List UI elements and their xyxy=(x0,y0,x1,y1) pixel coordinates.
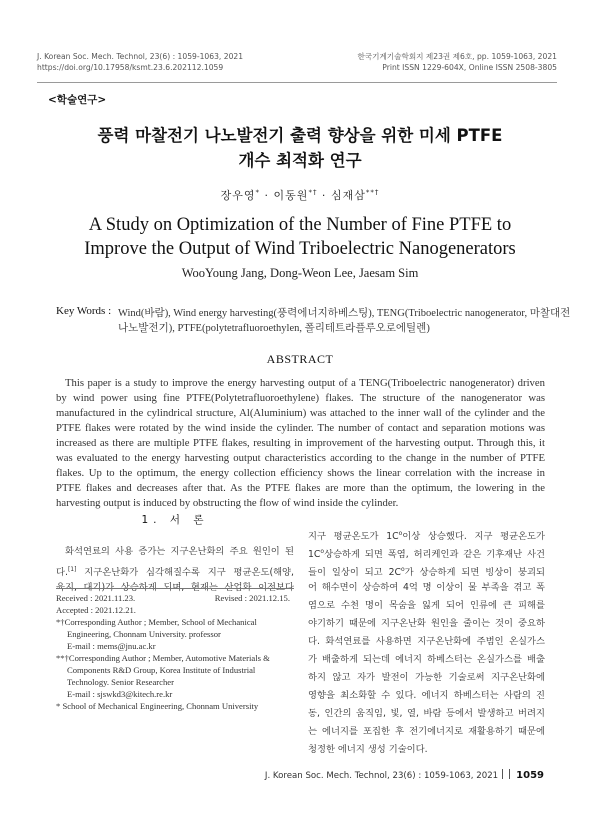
footnote-received xyxy=(56,593,294,604)
author-2: 이동원 xyxy=(273,189,309,202)
author-1: 장우영 xyxy=(220,189,256,202)
revised-date: Revised : 2021.12.15. xyxy=(214,593,290,603)
body-text-line: 화석연료의 사용 증가는 지구온난화의 주요 원인이 된 xyxy=(65,546,294,557)
section-tag: <학술연구> xyxy=(48,94,107,106)
abstract-line: increased as there are multiple PTFE flakes, resulting in improvement of the harvesting output. Through this, it xyxy=(56,437,545,449)
footer-divider xyxy=(502,769,503,779)
title-english-line-2: Improve the Output of Wind Triboelectric Nanogenerators xyxy=(84,239,516,259)
abstract-line: PTFE flakes and decreases after that. As the PTFE flakes are more than the optimum, the lowering in the xyxy=(56,482,545,494)
footer-citation: J. Korean Soc. Mech. Technol, 23(6) : 1059-1063, 2021 xyxy=(264,771,499,781)
author-separator: · xyxy=(260,189,274,202)
keywords-line: Wind(바람), Wind energy harvesting(풍력에너지하베스팅), TENG(Triboelectric nanogenerator, 마찰대전 xyxy=(118,308,571,319)
author-1-mark: * xyxy=(255,188,261,197)
footnote-rule xyxy=(56,588,294,589)
abstract-line: This paper is a study to improve the energy harvesting output of a TENG(Triboelectric nanogenerator) driven xyxy=(65,377,545,389)
authors-korean xyxy=(0,187,600,203)
footnote-line: **†Corresponding Author ; Member, Automotive Materials & xyxy=(56,653,270,663)
author-separator: · xyxy=(317,189,331,202)
author-2-mark: *† xyxy=(308,188,318,197)
journal-citation-korean: 한국기계기술학회지 제23권 제6호, pp. 1059-1063, 2021 xyxy=(357,52,557,61)
body-text-line: 동, 인간의 움직임, 빛, 열, 바람 등에서 발생하고 버려지 xyxy=(308,708,545,719)
degree-mark: o xyxy=(320,548,325,555)
doi-link[interactable]: https://doi.org/10.17958/ksmt.23.6.202112.1059 xyxy=(37,63,224,72)
body-text-line: 가 배출하게 되는데 에너지 하베스터는 온실가스를 배출 xyxy=(308,654,545,665)
body-text: 가 상승하게 되면 빙상이 붕괴되 xyxy=(404,567,546,579)
body-text-line: 육지, 대기)가 상승하게 되며, 현재는 산업화 이전보다 xyxy=(56,582,294,593)
body-text-line: 어 해수면이 상승하여 4억 명 이상이 물 부족을 겪고 폭 xyxy=(308,582,545,593)
body-text: 1C xyxy=(308,549,321,561)
issn-line: Print ISSN 1229-604X, Online ISSN 2508-3805 xyxy=(382,63,557,72)
abstract-line: was evaluated to the energy harvesting output characteristics according to the change in the number of PTFE xyxy=(56,452,545,464)
journal-citation-header: J. Korean Soc. Mech. Technol, 23(6) : 1059-1063, 2021 xyxy=(37,52,244,61)
abstract-line: harvesting output is induced by obstructing the flow of wind inside the cylinder. xyxy=(56,497,399,509)
body-text: 상승하게 되면 폭염, 허리케인과 같은 기후재난 사건 xyxy=(324,549,545,561)
footnote-email[interactable]: E-mail : sjswkd3@kitech.re.kr xyxy=(67,689,173,699)
body-text-line: 야기하기 때문에 지구온난화 원인을 줄이는 것이 중요하 xyxy=(308,618,545,629)
abstract-line: by wind power using fine PTFE(Polytetrafluoroethylene) flakes. The structure of the nanogenerator was xyxy=(56,392,545,404)
keywords-label: Key Words : xyxy=(56,305,112,317)
footnote-line: Engineering, Chonnam University. professor xyxy=(67,629,221,639)
footnote-line: Components R&D Group, Korea Institute of Industrial xyxy=(67,665,256,675)
page-footer xyxy=(265,769,544,781)
body-text-line: 영향을 최소화할 수 있다. 에너지 하베스터는 사람의 진 xyxy=(308,690,545,701)
footnote-email[interactable]: E-mail : mems@jnu.ac.kr xyxy=(67,641,156,651)
title-english-line-1: A Study on Optimization of the Number of Fine PTFE to xyxy=(88,215,512,235)
abstract-line: flakes. Up to the optimum, the energy collection efficiency shows the linear correlation with the increase in xyxy=(56,467,545,479)
page-number: 1059 xyxy=(516,770,544,781)
authors-english: WooYoung Jang, Dong-Weon Lee, Jaesam Sim xyxy=(181,266,419,280)
abstract-heading: ABSTRACT xyxy=(266,352,334,366)
body-text-line: 는 에너지를 포집한 후 전기에너지로 재활용하기 때문에 xyxy=(308,726,545,737)
body-text: 이상 상승했다. 지구 평균온도가 xyxy=(402,531,545,543)
header-rule xyxy=(37,82,557,83)
abstract-line: PTFE flakes were rotated by the wind inside the cylinder. The number of contact and separation motions was xyxy=(56,422,545,434)
footer-divider xyxy=(509,769,510,779)
body-text: 지구온난화가 심각해질수록 지구 평균온도(해양, xyxy=(76,567,294,579)
title-korean-line-1: 풍력 마찰전기 나노발전기 출력 향상을 위한 미세 PTFE xyxy=(97,126,503,145)
body-text: 지구 평균온도가 1C xyxy=(308,531,399,543)
body-text-line: 하지 않고 자가 발전이 가능한 기술로써 지구온난화에 xyxy=(308,672,545,683)
degree-mark: o xyxy=(398,530,403,537)
body-text-line: 청정한 에너지 생성 기술이다. xyxy=(308,744,428,755)
footnote-line: * School of Mechanical Engineering, Chonnam University xyxy=(56,701,259,711)
body-text-line: 염으로 수천 명이 목숨을 잃게 되어 인류에 큰 피해를 xyxy=(308,600,545,611)
keywords-line: 나노발전기), PTFE(polytetrafluoroethylen, 폴리테트라플루오로에틸렌) xyxy=(118,323,430,334)
author-3: 심재삼 xyxy=(330,189,366,202)
footnote-accepted: Accepted : 2021.12.21. xyxy=(56,605,136,615)
section-1-heading: 1. 서 론 xyxy=(141,514,209,526)
citation-ref[interactable]: [1] xyxy=(67,566,77,573)
body-text: 다. xyxy=(56,567,68,579)
footnote-line: Technology. Senior Researcher xyxy=(67,677,174,687)
body-text-line: 다. 화석연료를 사용하면 지구온난화에 주범인 온실가스 xyxy=(308,636,545,647)
received-date: Received : 2021.11.23. xyxy=(56,593,136,603)
abstract-line: manufactured in the cylindrical structure, Al(Aluminium) was attached to the inner wall of the cylinder and the xyxy=(56,407,545,419)
title-korean-line-2: 개수 최적화 연구 xyxy=(238,151,362,170)
body-text: 들이 일상이 되고 2C xyxy=(308,567,401,579)
footnote-line: *†Corresponding Author ; Member, School of Mechanical xyxy=(56,617,257,627)
author-3-mark: **† xyxy=(365,188,380,197)
degree-mark: o xyxy=(400,566,405,573)
